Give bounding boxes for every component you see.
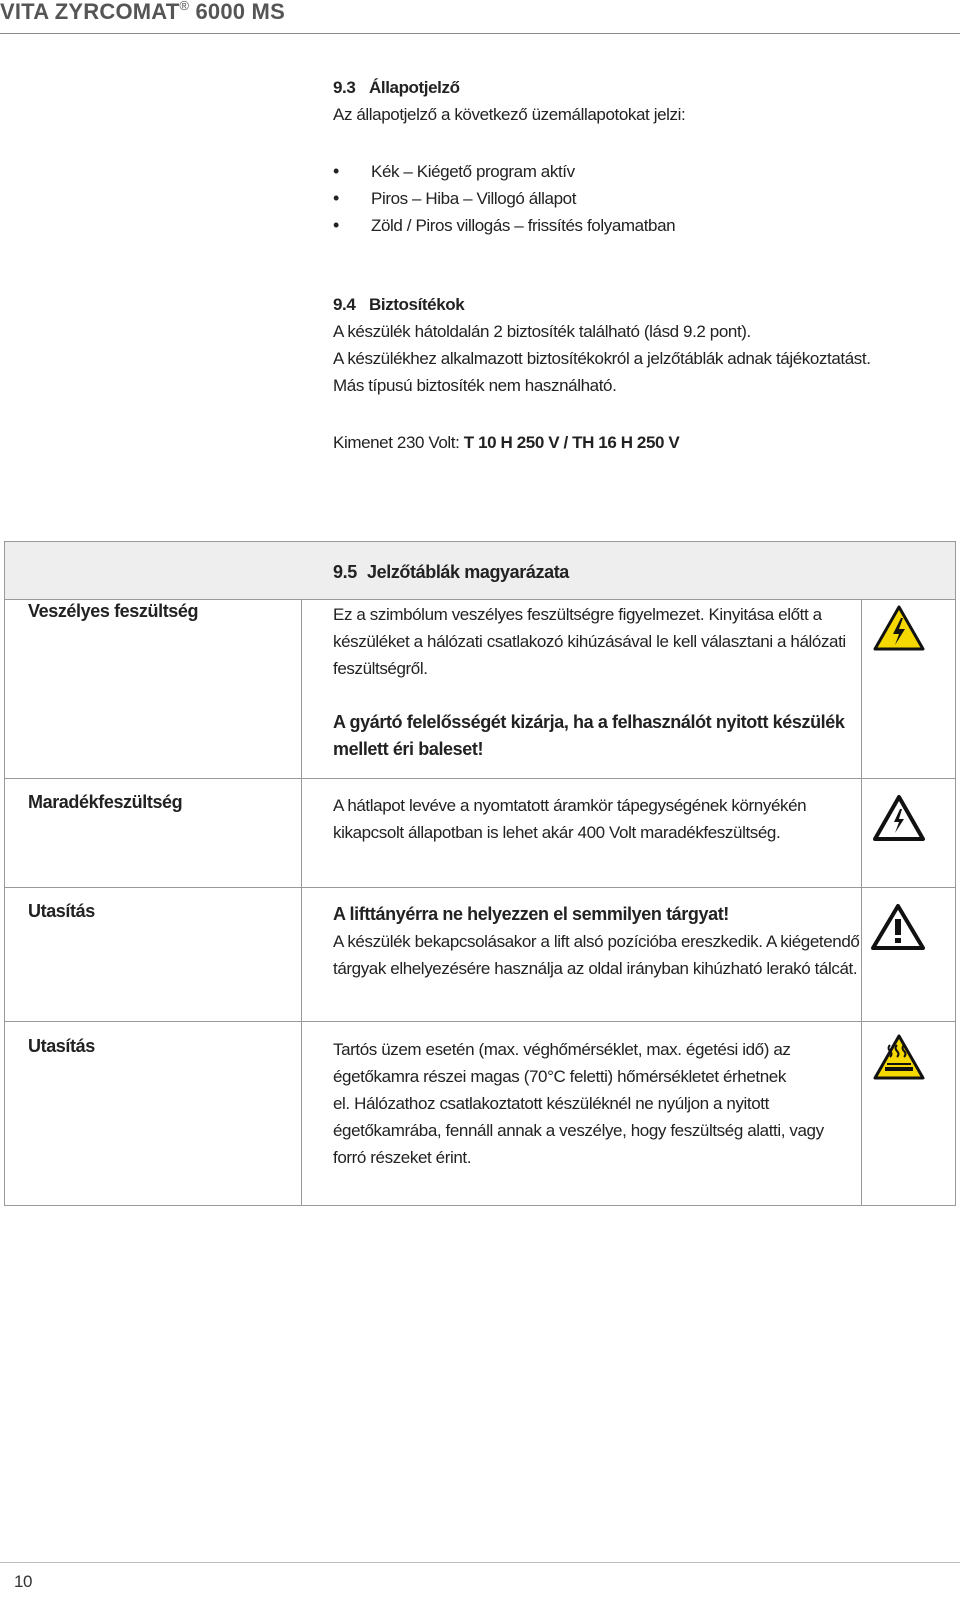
residual-voltage-warning-icon [871,793,927,843]
list-item: • Piros – Hiba – Villogó állapot [333,185,675,212]
list-item: • Zöld / Piros villogás – frissítés folyamatban [333,212,675,239]
table-border [4,887,956,888]
table-border [4,1021,956,1022]
paragraph-line: A készülékhez alkalmazott biztosítékokról a jelzőtáblák adnak tájékoztatást. [333,349,871,368]
hot-surface-warning-icon [872,1033,926,1081]
table-border [4,599,956,600]
header-rule [0,33,960,34]
section-heading: 9.3 Állapotjelző [333,78,460,97]
paragraph-line: Más típusú biztosíték nem használható. [333,376,617,395]
section-9-5-heading: 9.5 Jelzőtáblák magyarázata [333,562,569,582]
high-voltage-warning-icon [872,604,926,652]
section-9-3 [333,74,685,128]
general-warning-icon [869,902,927,952]
paragraph-line: A készülék hátoldalán 2 biztosíték található (lásd 9.2 pont). [333,322,751,341]
row-label-dangerous-voltage: Veszélyes feszültség [28,601,199,621]
footer-rule [0,1562,960,1563]
table-border [955,541,956,1206]
row-label-residual-voltage: Maradékfeszültség [28,792,183,812]
status-list [333,158,675,239]
table-border [4,778,956,779]
fuse-output-spec: Kimenet 230 Volt: T 10 H 250 V / TH 16 H 250 V [333,433,680,452]
row-label-instruction: Utasítás [28,1036,95,1056]
table-border [4,1205,956,1206]
table-border [4,541,5,1206]
section-heading: 9.4 Biztosítékok [333,295,465,314]
page-number: 10 [14,1572,33,1591]
row-text: A lifttányérra ne helyezzen el semmilyen tárgyat! A készülék bekapcsolásakor a lift alsó pozícióba ereszkedik. A kiégetendő tárgyak elhelyezésére használja az oldal irányban kihúzható lerakó tálcát. [333,904,860,978]
section-intro: Az állapotjelző a következő üzemállapotokat jelzi: [333,105,686,124]
document-title: VITA ZYRCOMAT® 6000 MS [0,0,285,24]
row-text: A hátlapot levéve a nyomtatott áramkör tápegységének környékén kikapcsolt állapotban is lehet akár 400 Volt maradékfeszültség. [333,796,807,842]
table-border [4,541,956,542]
section-9-4 [333,291,871,399]
table-border [301,599,302,1206]
row-text: Ez a szimbólum veszélyes feszültségre figyelmezet. Kinyitása előtt a készüléket a hálózati csatlakozó kihúzásával le kell választani a hálózati feszültségről. A gyártó felelősségét kizárja, ha a felhasználót nyitott készülék mellett éri baleset! [333,605,846,759]
row-text: Tartós üzem esetén (max. véghőmérséklet, max. égetési idő) az égetőkamra részei magas (70°C feletti) hőmérsékletet érhetnek el. Hálózathoz csatlakoztatott készüléknél ne nyúljon a nyitott égetőkamrába, fennáll annak a veszélye, hogy feszültség alatti, vagy forró részeket érint. [333,1040,824,1167]
row-label-instruction: Utasítás [28,901,95,921]
list-item: • Kék – Kiégető program aktív [333,158,675,185]
